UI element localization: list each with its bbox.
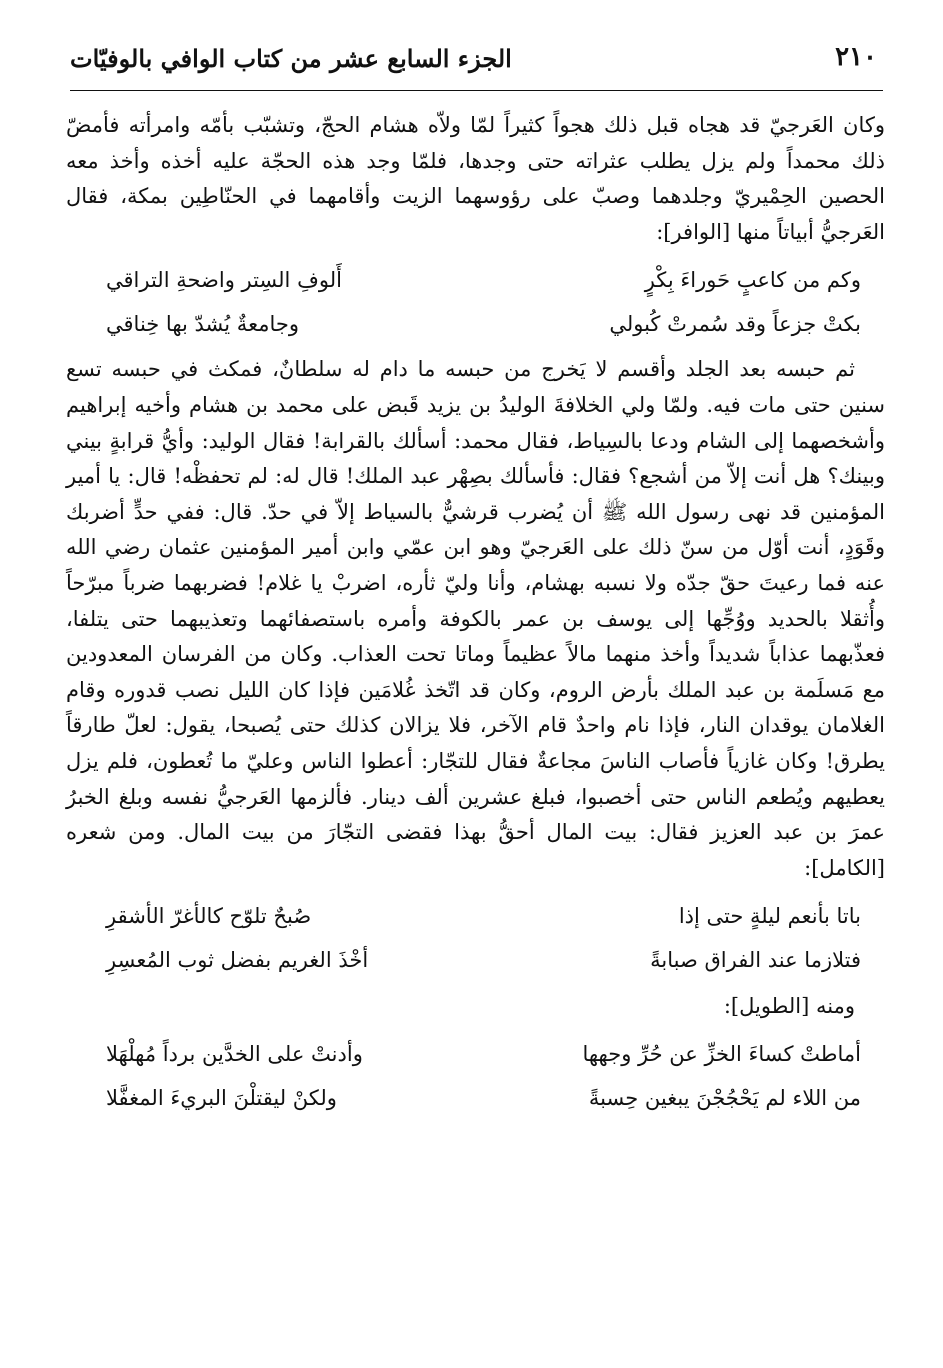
verse-second-hemistich: ولكنْ ليقتلْنَ البريءَ المغفَّلا xyxy=(106,1086,337,1111)
poem-intro: ومنه [الطويل]: xyxy=(723,994,855,1019)
paragraph-1: وكان العَرجيّ قد هجاه قبل ذلك هجواً كثيراً لمّا ولاّه هشام الحجّ، وتشبّب بأمّه وامرأته فأمضّ ذلك محمداً ولم يزل يطلب عثراته حتى وجدها، فلمّا وجد هذه الحجّة عليه أخذه وأخذ معه الحصين الحِمْيريّ وجلدهما وصبّ على رؤوسهما الزيت وأقامهما في الحنّاطِين بمكة، فقال العَرجيُّ أبياتاً منها [الوافر]: xyxy=(66,113,885,244)
page-number: ٢١٠ xyxy=(835,42,877,72)
verse-second-hemistich: أخْذَ الغريم بفضل ثوب المُعسِرِ xyxy=(106,948,369,973)
page-header xyxy=(70,38,883,86)
verse-first-hemistich: من اللاء لم يَحْجُجْنَ يبغين حِسبةً xyxy=(588,1086,861,1111)
verse-second-hemistich: صُبحٌ تلوّح كالأغرّ الأشقرِ xyxy=(106,904,312,929)
verse-first-hemistich: فتلازما عند الفراق صبابةً xyxy=(650,948,861,973)
verse-first-hemistich: أماطتْ كساءَ الخزِّ عن حُرِّ وجهها xyxy=(582,1042,861,1067)
verse-first-hemistich: باتا بأنعم ليلةٍ حتى إذا xyxy=(678,904,861,929)
verse-first-hemistich: بكتْ جزعاً وقد سُمرتْ كُبولي xyxy=(609,312,861,337)
verse-second-hemistich: وجامعةٌ يُشدّ بها خِناقي xyxy=(106,312,299,337)
verse-line xyxy=(66,1032,885,1076)
verse-line xyxy=(66,258,885,302)
paragraph-2: ثم حبسه بعد الجلد وأقسم لا يَخرج من حبسه ما دام له سلطانٌ، فمكث في حبسه تسع سنين حتى مات فيه. ولمّا ولي الخلافةَ الوليدُ بن يزيد قَبض على محمد بن هشام وأخيه إبراهيم وأشخصهما إلى الشام ودعا بالسِياط، فقال محمد: أسألك بالقرابة! فقال الوليد: وأيُّ قرابةٍ بيني وبينك؟ هل أنت إلاّ من أشجع؟ فقال: فأسألك بصِهْر عبد الملك! قال له: لم تحفظْه! قال: يا أمير المؤمنين قد نهى رسول الله ﷺ أن يُضرب قرشيٌّ بالسياط إلاّ في حدّ. قال: ففي حدٍّ أضربك وقَوَدٍ، أنت أوّل من سنّ ذلك على العَرجيّ وهو ابن عمّي وابن أمير المؤمنين عثمان رضي الله عنه فما رعيتَ حقّ جدّه ولا نسبه بهشام، وأنا وليّ ثأره، اضربْ يا غلام! فضربهما ضرباً مبرّحاً وأُثقلا بالحديد ووُجِّها إلى يوسف بن عمر بالكوفة وأمره باستصفائهما وتعذيبهما حتى يتلفا، فعذّبهما عذاباً شديداً وأخذ منهما مالاً عظيماً وماتا تحت العذاب. وكان من الفرسان المعدودين مع مَسلَمة بن عبد الملك بأرض الروم، وكان قد اتّخذ غُلامَين فإذا كان الليل نصب قدوره وقام الغلامان يوقدان النار، فإذا نام واحدٌ قام الآخر، فلا يزالان كذلك حتى يُصبحا، يقول: لعلّ طارقاً يطرق! وكان غازياً فأصاب الناسَ مجاعةٌ فقال للتجّار: أعطوا الناس وعليّ ما تُعطون، فلم يزل يعطيهم ويُطعم الناس حتى أخصبوا، فبلغ عشرين ألف دينار. فألزمها العَرجيُّ نفسه وبلغ الخبرُ عمرَ بن عبد العزيز فقال: بيت المال أحقُّ بهذا فقضى التجّارَ من بيت المال. ومن شعره [الكامل]: xyxy=(66,357,885,880)
header-divider xyxy=(70,90,883,91)
poem-tawil xyxy=(66,1032,885,1120)
verse-first-hemistich: وكم من كاعبٍ حَوراءَ بِكْرٍ xyxy=(644,268,861,293)
verse-second-hemistich: أَلوفِ السِتر واضحةِ التراقي xyxy=(106,268,342,293)
poem-wafir xyxy=(66,258,885,346)
verse-line xyxy=(66,1076,885,1120)
verse-line xyxy=(66,938,885,982)
verse-second-hemistich: وأدنتْ على الخدَّين برداً مُهلْهَلا xyxy=(106,1042,363,1067)
running-title: الجزء السابع عشر من كتاب الوافي بالوفيّات xyxy=(70,44,512,73)
verse-line xyxy=(66,302,885,346)
poem-kamil xyxy=(66,894,885,982)
page-body xyxy=(66,108,885,1126)
verse-line xyxy=(66,894,885,938)
